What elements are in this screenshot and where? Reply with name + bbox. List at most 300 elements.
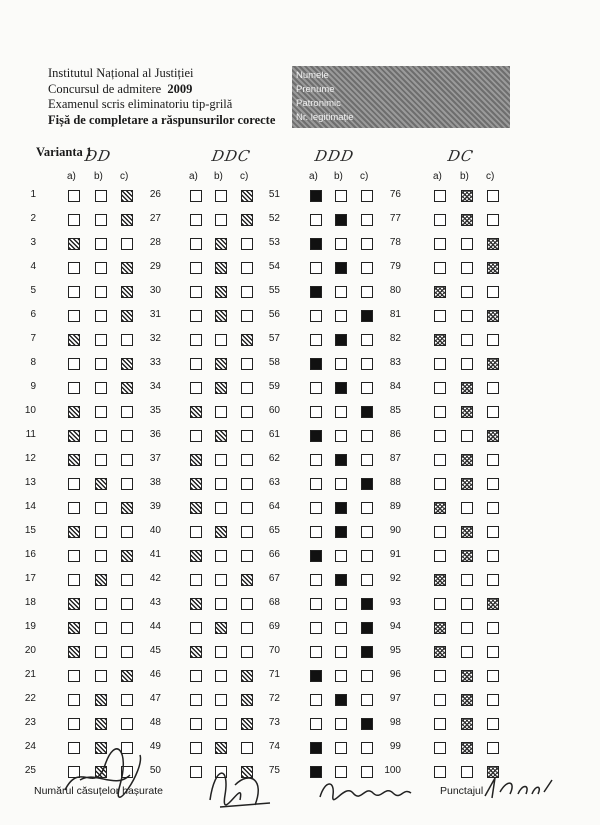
answer-box[interactable] xyxy=(68,358,80,370)
answer-box[interactable] xyxy=(310,598,322,610)
answer-box[interactable] xyxy=(310,382,322,394)
answer-box-marked[interactable] xyxy=(487,430,499,442)
answer-box[interactable] xyxy=(241,550,253,562)
answer-box-marked[interactable] xyxy=(190,454,202,466)
answer-box[interactable] xyxy=(241,478,253,490)
answer-box[interactable] xyxy=(487,646,499,658)
answer-box[interactable] xyxy=(190,766,202,778)
answer-box-marked[interactable] xyxy=(68,430,80,442)
question-number: 60 xyxy=(268,405,280,416)
answer-box-marked[interactable] xyxy=(241,694,253,706)
answer-box[interactable] xyxy=(190,382,202,394)
answer-box[interactable] xyxy=(487,694,499,706)
answer-box-marked[interactable] xyxy=(215,262,227,274)
answer-box[interactable] xyxy=(95,238,107,250)
answer-box[interactable] xyxy=(121,238,133,250)
answer-box[interactable] xyxy=(215,646,227,658)
answer-box[interactable] xyxy=(310,262,322,274)
answer-box-marked[interactable] xyxy=(241,334,253,346)
answer-box[interactable] xyxy=(121,478,133,490)
answer-box-marked[interactable] xyxy=(121,358,133,370)
answer-box[interactable] xyxy=(361,670,373,682)
answer-box-marked[interactable] xyxy=(310,358,322,370)
answer-box-marked[interactable] xyxy=(310,670,322,682)
question-number: 7 xyxy=(30,333,36,344)
answer-box-marked[interactable] xyxy=(461,454,473,466)
answer-box[interactable] xyxy=(190,694,202,706)
answer-box[interactable] xyxy=(190,526,202,538)
answer-box[interactable] xyxy=(241,238,253,250)
answer-box-marked[interactable] xyxy=(95,478,107,490)
answer-box[interactable] xyxy=(461,574,473,586)
answer-box-marked[interactable] xyxy=(361,310,373,322)
answer-box[interactable] xyxy=(361,574,373,586)
answer-box-marked[interactable] xyxy=(335,694,347,706)
answer-box[interactable] xyxy=(335,430,347,442)
answer-box-marked[interactable] xyxy=(215,622,227,634)
answer-box[interactable] xyxy=(335,550,347,562)
answer-box[interactable] xyxy=(361,262,373,274)
answer-box[interactable] xyxy=(241,622,253,634)
answer-box[interactable] xyxy=(95,622,107,634)
answer-box-marked[interactable] xyxy=(215,358,227,370)
answer-box[interactable] xyxy=(335,190,347,202)
answer-box[interactable] xyxy=(68,214,80,226)
answer-box[interactable] xyxy=(434,478,446,490)
answer-box-marked[interactable] xyxy=(190,646,202,658)
answer-box-marked[interactable] xyxy=(361,598,373,610)
answer-box[interactable] xyxy=(487,190,499,202)
answer-box[interactable] xyxy=(461,646,473,658)
handwritten-column-note: DD xyxy=(83,147,113,165)
answer-box[interactable] xyxy=(335,286,347,298)
answer-box[interactable] xyxy=(241,454,253,466)
answer-box[interactable] xyxy=(95,430,107,442)
answer-box-marked[interactable] xyxy=(487,598,499,610)
answer-box[interactable] xyxy=(335,406,347,418)
answer-box[interactable] xyxy=(190,574,202,586)
answer-box[interactable] xyxy=(241,742,253,754)
answer-box[interactable] xyxy=(190,742,202,754)
answer-box[interactable] xyxy=(241,310,253,322)
answer-box[interactable] xyxy=(361,382,373,394)
answer-box[interactable] xyxy=(434,190,446,202)
answer-box[interactable] xyxy=(461,502,473,514)
answer-box[interactable] xyxy=(68,694,80,706)
answer-box-marked[interactable] xyxy=(241,190,253,202)
answer-box[interactable] xyxy=(335,742,347,754)
answer-box-marked[interactable] xyxy=(68,406,80,418)
answer-box-marked[interactable] xyxy=(121,670,133,682)
answer-box-marked[interactable] xyxy=(121,310,133,322)
answer-box[interactable] xyxy=(215,190,227,202)
answer-box[interactable] xyxy=(95,334,107,346)
answer-box[interactable] xyxy=(215,478,227,490)
answer-box[interactable] xyxy=(95,190,107,202)
answer-box-marked[interactable] xyxy=(68,238,80,250)
answer-box[interactable] xyxy=(361,190,373,202)
answer-box[interactable] xyxy=(121,646,133,658)
answer-box-marked[interactable] xyxy=(190,406,202,418)
answer-box[interactable] xyxy=(95,214,107,226)
answer-box[interactable] xyxy=(310,214,322,226)
answer-box-marked[interactable] xyxy=(241,718,253,730)
answer-box-marked[interactable] xyxy=(121,214,133,226)
answer-box-marked[interactable] xyxy=(121,382,133,394)
answer-box[interactable] xyxy=(461,766,473,778)
answer-box[interactable] xyxy=(215,718,227,730)
answer-box[interactable] xyxy=(461,310,473,322)
answer-box[interactable] xyxy=(95,358,107,370)
answer-box[interactable] xyxy=(434,382,446,394)
answer-box-marked[interactable] xyxy=(335,334,347,346)
answer-box[interactable] xyxy=(461,598,473,610)
answer-box[interactable] xyxy=(487,550,499,562)
answer-box[interactable] xyxy=(190,430,202,442)
answer-box[interactable] xyxy=(68,574,80,586)
answer-box-marked[interactable] xyxy=(215,742,227,754)
answer-box[interactable] xyxy=(190,214,202,226)
answer-box-marked[interactable] xyxy=(68,454,80,466)
answer-box[interactable] xyxy=(68,502,80,514)
answer-box[interactable] xyxy=(68,550,80,562)
answer-box[interactable] xyxy=(335,670,347,682)
answer-box-marked[interactable] xyxy=(487,238,499,250)
answer-box[interactable] xyxy=(190,190,202,202)
answer-box[interactable] xyxy=(95,262,107,274)
answer-box[interactable] xyxy=(95,670,107,682)
answer-box[interactable] xyxy=(241,382,253,394)
answer-box[interactable] xyxy=(95,598,107,610)
answer-box[interactable] xyxy=(487,718,499,730)
answer-box[interactable] xyxy=(434,550,446,562)
answer-box-marked[interactable] xyxy=(461,382,473,394)
answer-box-marked[interactable] xyxy=(121,286,133,298)
answer-box-marked[interactable] xyxy=(241,670,253,682)
answer-box[interactable] xyxy=(361,334,373,346)
answer-box[interactable] xyxy=(434,430,446,442)
question-number: 65 xyxy=(268,525,280,536)
answer-box[interactable] xyxy=(215,502,227,514)
answer-box[interactable] xyxy=(241,646,253,658)
answer-box[interactable] xyxy=(68,190,80,202)
answer-box[interactable] xyxy=(241,406,253,418)
answer-box[interactable] xyxy=(68,478,80,490)
answer-box-marked[interactable] xyxy=(310,238,322,250)
answer-box-marked[interactable] xyxy=(335,574,347,586)
answer-box[interactable] xyxy=(310,526,322,538)
answer-box-marked[interactable] xyxy=(361,718,373,730)
answer-box[interactable] xyxy=(487,742,499,754)
answer-box[interactable] xyxy=(487,670,499,682)
answer-box[interactable] xyxy=(461,286,473,298)
answer-box[interactable] xyxy=(121,694,133,706)
answer-box[interactable] xyxy=(434,742,446,754)
answer-box[interactable] xyxy=(434,310,446,322)
answer-box-marked[interactable] xyxy=(335,262,347,274)
question-number: 88 xyxy=(389,477,401,488)
answer-box-marked[interactable] xyxy=(68,598,80,610)
answer-box-marked[interactable] xyxy=(335,454,347,466)
answer-box-marked[interactable] xyxy=(335,526,347,538)
answer-box[interactable] xyxy=(310,718,322,730)
answer-box[interactable] xyxy=(215,454,227,466)
answer-box[interactable] xyxy=(95,502,107,514)
answer-box-marked[interactable] xyxy=(215,238,227,250)
answer-box[interactable] xyxy=(121,454,133,466)
answer-box-marked[interactable] xyxy=(461,550,473,562)
answer-box[interactable] xyxy=(434,406,446,418)
answer-box[interactable] xyxy=(335,598,347,610)
answer-box-marked[interactable] xyxy=(335,502,347,514)
answer-box[interactable] xyxy=(335,646,347,658)
answer-box-marked[interactable] xyxy=(190,550,202,562)
answer-box[interactable] xyxy=(434,598,446,610)
answer-box-marked[interactable] xyxy=(434,502,446,514)
answer-box-marked[interactable] xyxy=(310,550,322,562)
answer-box[interactable] xyxy=(461,262,473,274)
answer-box[interactable] xyxy=(310,310,322,322)
answer-box[interactable] xyxy=(434,694,446,706)
answer-box[interactable] xyxy=(487,454,499,466)
answer-box-marked[interactable] xyxy=(461,214,473,226)
answer-box-marked[interactable] xyxy=(361,478,373,490)
answer-box-marked[interactable] xyxy=(434,622,446,634)
answer-box-marked[interactable] xyxy=(434,286,446,298)
answer-box[interactable] xyxy=(190,670,202,682)
answer-box[interactable] xyxy=(487,526,499,538)
answer-box[interactable] xyxy=(361,742,373,754)
option-column-header: b) xyxy=(460,171,469,182)
answer-box-marked[interactable] xyxy=(434,334,446,346)
answer-box[interactable] xyxy=(310,574,322,586)
answer-box-marked[interactable] xyxy=(190,598,202,610)
answer-box-marked[interactable] xyxy=(190,502,202,514)
question-number: 97 xyxy=(389,693,401,704)
answer-box[interactable] xyxy=(361,502,373,514)
answer-box[interactable] xyxy=(121,430,133,442)
answer-box-marked[interactable] xyxy=(215,382,227,394)
question-number: 58 xyxy=(268,357,280,368)
answer-box-marked[interactable] xyxy=(361,406,373,418)
answer-box[interactable] xyxy=(487,406,499,418)
shaded-count-label: Numărul căsuțelor hașurate xyxy=(34,785,163,797)
answer-box-marked[interactable] xyxy=(121,550,133,562)
answer-box[interactable] xyxy=(121,622,133,634)
answer-box[interactable] xyxy=(335,358,347,370)
answer-box-marked[interactable] xyxy=(121,262,133,274)
answer-box[interactable] xyxy=(95,646,107,658)
answer-box-marked[interactable] xyxy=(335,382,347,394)
answer-box[interactable] xyxy=(95,406,107,418)
answer-box-marked[interactable] xyxy=(335,214,347,226)
answer-box[interactable] xyxy=(121,718,133,730)
answer-box[interactable] xyxy=(361,430,373,442)
answer-box[interactable] xyxy=(241,502,253,514)
answer-box-marked[interactable] xyxy=(461,694,473,706)
answer-box[interactable] xyxy=(361,214,373,226)
answer-box-marked[interactable] xyxy=(461,718,473,730)
answer-box[interactable] xyxy=(121,574,133,586)
answer-box[interactable] xyxy=(215,670,227,682)
answer-box[interactable] xyxy=(95,382,107,394)
answer-box-marked[interactable] xyxy=(68,622,80,634)
answer-box[interactable] xyxy=(461,334,473,346)
answer-box[interactable] xyxy=(95,526,107,538)
answer-box[interactable] xyxy=(434,766,446,778)
answer-box[interactable] xyxy=(241,526,253,538)
answer-box[interactable] xyxy=(335,622,347,634)
answer-box[interactable] xyxy=(310,406,322,418)
answer-box[interactable] xyxy=(68,310,80,322)
answer-box[interactable] xyxy=(434,718,446,730)
answer-box[interactable] xyxy=(461,358,473,370)
answer-box-marked[interactable] xyxy=(434,646,446,658)
answer-box[interactable] xyxy=(461,430,473,442)
answer-box[interactable] xyxy=(215,694,227,706)
answer-box-marked[interactable] xyxy=(241,574,253,586)
answer-box-marked[interactable] xyxy=(461,526,473,538)
answer-box[interactable] xyxy=(487,574,499,586)
answer-box[interactable] xyxy=(434,526,446,538)
answer-box[interactable] xyxy=(121,598,133,610)
answer-box[interactable] xyxy=(487,502,499,514)
answer-box[interactable] xyxy=(190,262,202,274)
answer-box[interactable] xyxy=(215,574,227,586)
answer-box[interactable] xyxy=(310,622,322,634)
answer-box-marked[interactable] xyxy=(487,262,499,274)
answer-box[interactable] xyxy=(241,430,253,442)
answer-box-marked[interactable] xyxy=(241,214,253,226)
answer-box[interactable] xyxy=(215,334,227,346)
answer-box[interactable] xyxy=(487,214,499,226)
answer-box[interactable] xyxy=(95,286,107,298)
answer-box[interactable] xyxy=(121,406,133,418)
answer-box-marked[interactable] xyxy=(95,694,107,706)
answer-box[interactable] xyxy=(335,718,347,730)
answer-box-marked[interactable] xyxy=(310,190,322,202)
answer-box-marked[interactable] xyxy=(361,622,373,634)
answer-box[interactable] xyxy=(68,718,80,730)
answer-box[interactable] xyxy=(68,262,80,274)
answer-box-marked[interactable] xyxy=(461,406,473,418)
answer-box[interactable] xyxy=(241,286,253,298)
answer-box-marked[interactable] xyxy=(68,646,80,658)
answer-box[interactable] xyxy=(190,310,202,322)
answer-box[interactable] xyxy=(487,286,499,298)
answer-box[interactable] xyxy=(190,286,202,298)
answer-box-marked[interactable] xyxy=(95,718,107,730)
answer-box[interactable] xyxy=(361,526,373,538)
answer-box[interactable] xyxy=(215,550,227,562)
answer-box[interactable] xyxy=(434,262,446,274)
answer-box[interactable] xyxy=(361,454,373,466)
answer-box[interactable] xyxy=(190,358,202,370)
option-column-header: a) xyxy=(189,171,198,182)
answer-box[interactable] xyxy=(190,622,202,634)
answer-box[interactable] xyxy=(310,502,322,514)
answer-box-marked[interactable] xyxy=(487,358,499,370)
answer-box-marked[interactable] xyxy=(487,310,499,322)
answer-box[interactable] xyxy=(68,670,80,682)
answer-box[interactable] xyxy=(487,622,499,634)
answer-box[interactable] xyxy=(310,694,322,706)
answer-box-marked[interactable] xyxy=(461,478,473,490)
answer-box[interactable] xyxy=(310,454,322,466)
answer-box-marked[interactable] xyxy=(190,478,202,490)
answer-box[interactable] xyxy=(361,694,373,706)
answer-box-marked[interactable] xyxy=(361,646,373,658)
answer-box-marked[interactable] xyxy=(215,310,227,322)
answer-box-marked[interactable] xyxy=(215,286,227,298)
answer-box[interactable] xyxy=(121,334,133,346)
answer-box[interactable] xyxy=(215,214,227,226)
answer-box-marked[interactable] xyxy=(121,190,133,202)
answer-box-marked[interactable] xyxy=(121,502,133,514)
answer-box[interactable] xyxy=(310,478,322,490)
answer-box[interactable] xyxy=(95,454,107,466)
answer-box-marked[interactable] xyxy=(461,742,473,754)
answer-box[interactable] xyxy=(241,262,253,274)
answer-box[interactable] xyxy=(241,598,253,610)
answer-box[interactable] xyxy=(68,382,80,394)
answer-box-marked[interactable] xyxy=(434,574,446,586)
answer-box-marked[interactable] xyxy=(95,574,107,586)
answer-box[interactable] xyxy=(461,622,473,634)
answer-box-marked[interactable] xyxy=(68,526,80,538)
answer-box-marked[interactable] xyxy=(215,526,227,538)
answer-box[interactable] xyxy=(310,646,322,658)
answer-box[interactable] xyxy=(215,406,227,418)
answer-box[interactable] xyxy=(190,718,202,730)
answer-box[interactable] xyxy=(95,550,107,562)
answer-box-marked[interactable] xyxy=(310,742,322,754)
answer-box[interactable] xyxy=(241,358,253,370)
answer-box[interactable] xyxy=(190,334,202,346)
answer-box-marked[interactable] xyxy=(461,190,473,202)
answer-box[interactable] xyxy=(215,598,227,610)
answer-box[interactable] xyxy=(95,310,107,322)
answer-box[interactable] xyxy=(434,454,446,466)
answer-box[interactable] xyxy=(68,286,80,298)
answer-box[interactable] xyxy=(461,238,473,250)
answer-box[interactable] xyxy=(310,334,322,346)
answer-box[interactable] xyxy=(487,334,499,346)
answer-box[interactable] xyxy=(121,526,133,538)
answer-box[interactable] xyxy=(434,358,446,370)
answer-box[interactable] xyxy=(434,670,446,682)
answer-box[interactable] xyxy=(335,238,347,250)
answer-box[interactable] xyxy=(487,382,499,394)
question-number: 95 xyxy=(389,645,401,656)
answer-box-marked[interactable] xyxy=(68,334,80,346)
answer-box[interactable] xyxy=(361,358,373,370)
answer-box-marked[interactable] xyxy=(310,286,322,298)
answer-box[interactable] xyxy=(335,478,347,490)
answer-box[interactable] xyxy=(335,310,347,322)
answer-box-marked[interactable] xyxy=(215,430,227,442)
answer-box[interactable] xyxy=(434,214,446,226)
answer-box-marked[interactable] xyxy=(310,430,322,442)
answer-box[interactable] xyxy=(487,478,499,490)
answer-box[interactable] xyxy=(361,238,373,250)
answer-box[interactable] xyxy=(361,550,373,562)
question-number: 41 xyxy=(149,549,161,560)
answer-box-marked[interactable] xyxy=(461,670,473,682)
answer-box[interactable] xyxy=(434,238,446,250)
answer-box[interactable] xyxy=(361,286,373,298)
answer-box[interactable] xyxy=(190,238,202,250)
